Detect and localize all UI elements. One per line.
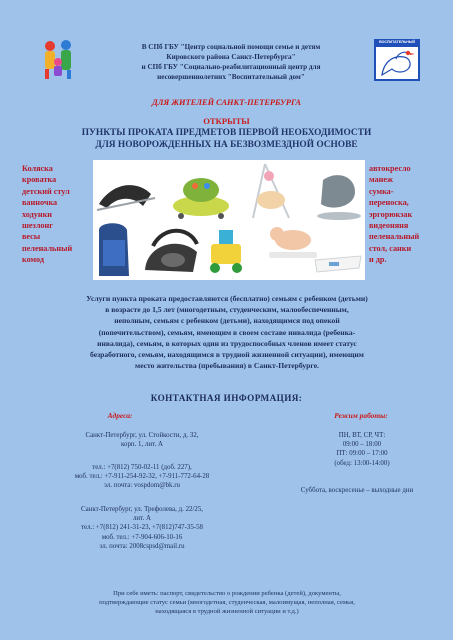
items-list-left [22,163,92,266]
header-line: В СПб ГБУ "Центр социальной помощи семье и детям [141,43,321,51]
bouncer-chair-icon [97,185,155,210]
phone-text: тел.: +7(812) 241-31-23, +7(812)747-35-58 [81,524,203,532]
address-block-1 [22,431,262,449]
baby-items-photo-collage [93,160,365,280]
required-documents-note [22,589,432,617]
header-line: Кировского района Санкт-Петербурга" [166,53,296,61]
push-walker-toy-icon [210,230,242,273]
phone-text: тел.: +7(812) 750-02-11 (доб. 227), [92,464,192,471]
services-line: место жительства (пребывания) в Санкт-Петербурге. [135,361,319,371]
header-line: несовершеннолетних "Воспитательный дом" [157,73,305,81]
address-block-2 [22,505,262,551]
list-item: пеленальный [22,243,73,253]
list-item: комод [22,255,45,265]
address-line: корп. 1, лит. А [121,441,163,449]
hours-friday: ПТ: 09:00 – 17:00 [336,450,388,458]
list-item: автокресло [369,164,411,173]
open-label: ОТКРЫТЫ [203,116,250,126]
list-item: Коляска [22,164,53,173]
list-item: переноска, [369,198,409,208]
items-list-right [369,163,449,266]
list-item: стол, санки [369,243,412,253]
address-1-contacts [22,463,262,491]
family-logo-icon [36,36,82,82]
baby-swing-icon [253,164,289,218]
digital-scale-icon [315,256,361,272]
right-logo-caption: ВОСПИТАТЕЛЬНЫЙ [379,40,415,44]
rocker-seat-icon [317,175,361,220]
list-item: эргорюкзак [369,209,413,219]
services-description [22,293,432,371]
working-hours [292,431,432,468]
email-text: эл. почта: vospdom@bk.ru [104,482,180,490]
organization-header [96,42,366,82]
infant-carrier-icon [145,231,197,272]
contacts-heading: КОНТАКТНАЯ ИНФОРМАЦИЯ: [150,393,303,403]
hours-days: ПН, ВТ, СР, ЧТ: [338,432,386,439]
address-line: лит. А [132,515,152,523]
list-item: ванночка [22,198,58,208]
list-item: весы [22,232,41,242]
list-item: манеж [369,175,393,185]
hours-time: 09:00 – 18:00 [342,441,382,449]
note-line: При себе иметь: паспорт, свидетельство о рождении ребенка (детей), документы, [113,590,341,597]
walker-icon [173,178,229,219]
vospitatelny-dom-logo-icon [374,39,420,81]
car-seat-icon [99,223,129,276]
note-line: находящаяся в трудной жизненной ситуации и т.д.) [155,608,299,616]
services-line: Услуги пункта проката предоставляются (бесплатно) семьям с ребенком (детьми) [86,294,368,303]
note-line: подтверждающие статус семьи (многодетная, студенческая, малоимущая, неполная, семья, [99,599,355,607]
list-item: детский стул [22,186,70,196]
services-line: безработного, семьям, находящимся в трудной жизненной ситуации), имеющим [90,350,364,360]
list-item: сумка- [369,186,394,196]
mobile-phone-text: моб. тел.: +7-904-606-10-16 [101,533,183,541]
list-item: кроватка [22,175,57,185]
email-text: эл. почта: 2008cspsd@mail.ru [99,542,185,550]
list-item: пеленальный [369,232,420,242]
hours-label: Режим работы: [334,411,388,420]
list-item: шезлонг [22,221,53,231]
list-item: ходунки [22,209,53,219]
services-line: инвалида), семьям, в которых один из трудоспособных членов имеет статус [97,338,357,348]
title-line: ПУНКТЫ ПРОКАТА ПРЕДМЕТОВ ПЕРВОЙ НЕОБХОДИМОСТИ [81,128,372,138]
address-line: Санкт-Петербург, ул. Трефолева, д. 22/25, [81,506,203,513]
mobile-phone-text: моб. тел.: +7-911-254-92-32, +7-911-772-64-28 [74,473,210,481]
list-item: видеоняня [369,221,409,231]
header-line: и СПб ГБУ "Социально-реабилитационный центр для [141,63,321,71]
address-line: Санкт-Петербург, ул. Стойкости, д. 32, [85,432,199,439]
title-line: ДЛЯ НОВОРОЖДЕННЫХ НА БЕЗВОЗМЕЗДНОЙ ОСНОВЕ [95,140,358,150]
addresses-label: Адреса: [107,411,133,420]
hours-weekend: Суббота, воскресенье – выходные дни [300,487,414,494]
services-line: неполным, семьям с ребенком (детьми), находящимся под опекой [114,316,340,326]
page-title [0,127,453,151]
services-line: в возрасте до 1,5 лет (многодетным, студенческим, малообеспеченным, [105,305,349,315]
hours-lunch: (обед: 13:00-14:00) [334,459,390,467]
list-item: и др. [369,255,387,265]
services-line: (попечительством), семьям, имеющим в своем составе инвалида (ребенка- [98,327,356,337]
audience-label: ДЛЯ ЖИТЕЛЕЙ САНКТ-ПЕТЕРБУРГА [152,98,301,107]
baby-scale-icon [269,227,317,258]
